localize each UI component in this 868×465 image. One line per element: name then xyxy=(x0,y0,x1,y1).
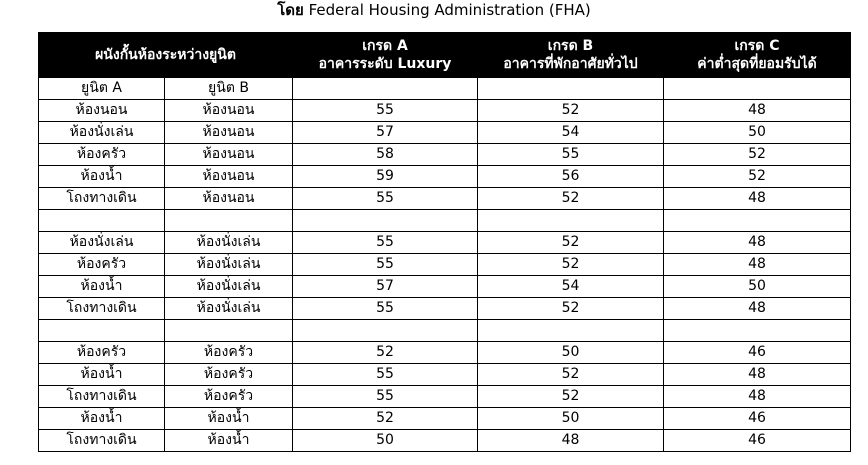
table-header-row xyxy=(39,33,851,78)
grade-b-value xyxy=(478,320,664,342)
unit-b-room xyxy=(165,320,293,342)
grade-c-value: 50 xyxy=(664,276,851,298)
grade-c-value: 48 xyxy=(664,298,851,320)
unit-a-room: ห้องครัว xyxy=(39,254,165,276)
grade-a-value: 58 xyxy=(293,144,478,166)
unit-a-room: ห้องน้ำ xyxy=(39,166,165,188)
unit-b-room: ห้องครัว xyxy=(165,386,293,408)
grade-b-value: 52 xyxy=(478,254,664,276)
grade-c-value: 46 xyxy=(664,342,851,364)
grade-b-value: 48 xyxy=(478,430,664,452)
grade-a-value: 57 xyxy=(293,122,478,144)
header-grade-a xyxy=(293,33,478,78)
grade-c-value: 48 xyxy=(664,254,851,276)
document-title xyxy=(0,1,868,19)
unit-b-room: ห้องนอน xyxy=(165,122,293,144)
grade-b-value xyxy=(478,210,664,232)
title-text: Federal Housing Administration (FHA) xyxy=(308,1,591,19)
unit-a-room xyxy=(39,210,165,232)
grade-c-value: 48 xyxy=(664,386,851,408)
table-row xyxy=(39,232,851,254)
subheader-unit-a: ยูนิต A xyxy=(39,78,165,100)
grade-c-value: 50 xyxy=(664,122,851,144)
grade-c-value: 46 xyxy=(664,408,851,430)
table-row xyxy=(39,276,851,298)
grade-a-value: 55 xyxy=(293,386,478,408)
grade-c-desc: ค่าต่ำสุดที่ยอมรับได้ xyxy=(697,56,817,72)
table-row xyxy=(39,188,851,210)
unit-b-room: ห้องน้ำ xyxy=(165,430,293,452)
header-grade-b xyxy=(478,33,664,78)
table-row xyxy=(39,320,851,342)
header-grade-c xyxy=(664,33,851,78)
grade-b-value: 50 xyxy=(478,408,664,430)
unit-a-room: โถงทางเดิน xyxy=(39,386,165,408)
grade-a-value: 55 xyxy=(293,188,478,210)
grade-a-value: 50 xyxy=(293,430,478,452)
unit-a-room: ห้องครัว xyxy=(39,144,165,166)
grade-a-value: 55 xyxy=(293,232,478,254)
table-row xyxy=(39,342,851,364)
grade-b-value: 52 xyxy=(478,386,664,408)
grade-c-value: 52 xyxy=(664,144,851,166)
subheader-row xyxy=(39,78,851,100)
subheader-empty xyxy=(664,78,851,100)
sound-rating-table xyxy=(38,32,851,452)
unit-a-room: ห้องนั่งเล่น xyxy=(39,232,165,254)
grade-b-value: 52 xyxy=(478,364,664,386)
grade-a-value: 55 xyxy=(293,298,478,320)
grade-b-value: 52 xyxy=(478,232,664,254)
unit-b-room: ห้องนั่งเล่น xyxy=(165,298,293,320)
grade-a-value: 52 xyxy=(293,342,478,364)
unit-a-room: โถงทางเดิน xyxy=(39,298,165,320)
table-row xyxy=(39,430,851,452)
grade-c-value: 48 xyxy=(664,232,851,254)
grade-b-name: เกรด B xyxy=(547,38,594,54)
table-row xyxy=(39,254,851,276)
unit-a-room: ห้องน้ำ xyxy=(39,276,165,298)
grade-c-value: 48 xyxy=(664,100,851,122)
subheader-unit-b: ยูนิต B xyxy=(165,78,293,100)
grade-a-value xyxy=(293,320,478,342)
unit-a-room: โถงทางเดิน xyxy=(39,188,165,210)
grade-b-value: 52 xyxy=(478,100,664,122)
unit-b-room: ห้องครัว xyxy=(165,342,293,364)
grade-a-value: 55 xyxy=(293,364,478,386)
unit-b-room: ห้องนอน xyxy=(165,100,293,122)
unit-a-room: โถงทางเดิน xyxy=(39,430,165,452)
unit-a-room: ห้องนอน xyxy=(39,100,165,122)
table-row xyxy=(39,122,851,144)
unit-b-room: ห้องนั่งเล่น xyxy=(165,254,293,276)
unit-a-room: ห้องครัว xyxy=(39,342,165,364)
unit-b-room: ห้องนอน xyxy=(165,166,293,188)
grade-b-value: 52 xyxy=(478,298,664,320)
grade-a-name: เกรด A xyxy=(362,38,408,54)
grade-a-value: 57 xyxy=(293,276,478,298)
grade-a-value: 59 xyxy=(293,166,478,188)
grade-a-value: 55 xyxy=(293,100,478,122)
grade-a-value: 55 xyxy=(293,254,478,276)
grade-b-value: 54 xyxy=(478,276,664,298)
unit-b-room xyxy=(165,210,293,232)
title-prefix: โดย xyxy=(277,1,304,19)
grade-c-value: 46 xyxy=(664,430,851,452)
unit-b-room: ห้องนั่งเล่น xyxy=(165,232,293,254)
subheader-empty xyxy=(478,78,664,100)
grade-c-value: 48 xyxy=(664,188,851,210)
grade-a-value xyxy=(293,210,478,232)
table-row xyxy=(39,298,851,320)
table-row xyxy=(39,210,851,232)
unit-b-room: ห้องครัว xyxy=(165,364,293,386)
unit-a-room: ห้องน้ำ xyxy=(39,364,165,386)
grade-b-value: 52 xyxy=(478,188,664,210)
grade-b-value: 54 xyxy=(478,122,664,144)
table-row xyxy=(39,100,851,122)
header-wall: ผนังกั้นห้องระหว่างยูนิต xyxy=(39,33,293,78)
unit-b-room: ห้องนอน xyxy=(165,188,293,210)
table-row xyxy=(39,166,851,188)
grade-b-value: 50 xyxy=(478,342,664,364)
unit-a-room xyxy=(39,320,165,342)
subheader-empty xyxy=(293,78,478,100)
unit-b-room: ห้องน้ำ xyxy=(165,408,293,430)
grade-b-value: 55 xyxy=(478,144,664,166)
table-row xyxy=(39,364,851,386)
grade-c-value: 48 xyxy=(664,364,851,386)
table-row xyxy=(39,144,851,166)
grade-b-desc: อาคารที่พักอาศัยทั่วไป xyxy=(503,56,638,72)
grade-a-value: 52 xyxy=(293,408,478,430)
unit-b-room: ห้องนั่งเล่น xyxy=(165,276,293,298)
unit-b-room: ห้องนอน xyxy=(165,144,293,166)
table-row xyxy=(39,408,851,430)
grade-c-value xyxy=(664,210,851,232)
grade-c-value: 52 xyxy=(664,166,851,188)
unit-a-room: ห้องน้ำ xyxy=(39,408,165,430)
grade-c-name: เกรด C xyxy=(734,38,780,54)
grade-b-value: 56 xyxy=(478,166,664,188)
table-row xyxy=(39,386,851,408)
grade-c-value xyxy=(664,320,851,342)
grade-a-desc: อาคารระดับ Luxury xyxy=(318,56,452,72)
unit-a-room: ห้องนั่งเล่น xyxy=(39,122,165,144)
